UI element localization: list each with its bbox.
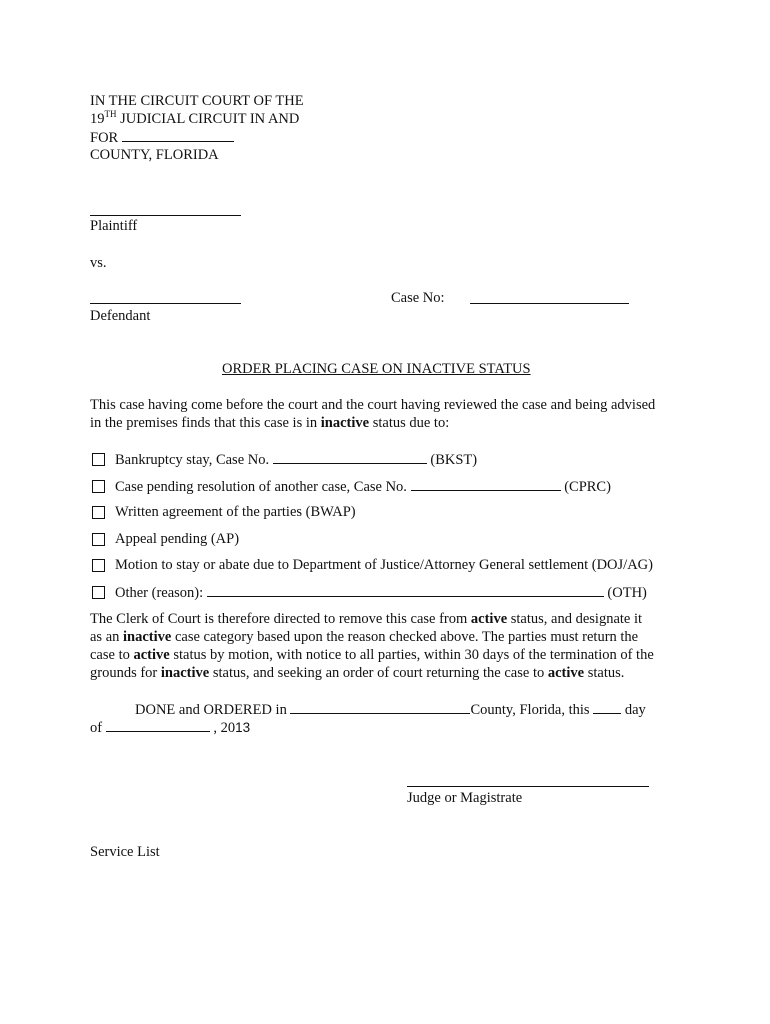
clerk-text: status, and seeking an order of court returning the case to (209, 665, 548, 681)
circuit-suffix: TH (104, 109, 117, 119)
bankruptcy-case-blank[interactable] (273, 451, 427, 464)
intro-line1: This case having come before the court and the court having reviewed the case and being advised (90, 397, 656, 413)
year-value: 13 (235, 720, 251, 735)
court-header-line2 (90, 111, 299, 129)
month-year-line (90, 719, 250, 738)
plaintiff-label: Plaintiff (90, 218, 138, 234)
option-code: (BKST) (426, 452, 478, 468)
circuit-text: JUDICIAL CIRCUIT IN AND (116, 111, 300, 127)
appeal-checkbox[interactable] (92, 533, 105, 546)
county-blank[interactable] (122, 129, 234, 142)
other-reason-blank[interactable] (207, 584, 604, 597)
vs-label: vs. (90, 255, 107, 271)
option-bankruptcy (115, 451, 477, 470)
defendant-label: Defendant (90, 308, 151, 324)
for-label: FOR (90, 130, 119, 146)
defendant-blank[interactable] (90, 303, 241, 304)
of-label: of (90, 720, 106, 736)
option-label: Other (reason): (115, 585, 207, 601)
done-text: DONE and ORDERED in (135, 702, 291, 718)
service-list-label: Service List (90, 844, 160, 860)
option-written-agreement: Written agreement of the parties (BWAP) (115, 504, 356, 520)
day-blank[interactable] (593, 701, 621, 714)
year-prefix: , 20 (209, 720, 236, 736)
order-title: ORDER PLACING CASE ON INACTIVE STATUS (222, 361, 531, 377)
active-bold: active (133, 647, 170, 663)
clerk-text: status, and designate it (507, 611, 643, 627)
clerk-line2 (90, 629, 638, 647)
written-agreement-checkbox[interactable] (92, 506, 105, 519)
judge-signature-line[interactable] (407, 786, 649, 787)
inactive-bold: inactive (320, 415, 370, 431)
pending-case-checkbox[interactable] (92, 480, 105, 493)
clerk-text: case to (90, 647, 134, 663)
pending-case-blank[interactable] (411, 478, 561, 491)
court-header-line3 (90, 129, 234, 148)
active-bold: active (470, 611, 508, 627)
clerk-line3 (90, 647, 654, 665)
option-label: Bankruptcy stay, Case No. (115, 452, 273, 468)
option-label: Case pending resolution of another case, Case No. (115, 479, 411, 495)
other-checkbox[interactable] (92, 586, 105, 599)
judge-label: Judge or Magistrate (407, 790, 523, 806)
month-blank[interactable] (106, 719, 210, 732)
inactive-bold: inactive (160, 665, 210, 681)
clerk-text: status. (584, 665, 625, 681)
option-code: (CPRC) (560, 479, 611, 495)
active-bold: active (547, 665, 585, 681)
intro-line2 (90, 415, 449, 433)
clerk-line4 (90, 665, 624, 683)
inactive-bold: inactive (123, 629, 172, 645)
court-header-line4: COUNTY, FLORIDA (90, 147, 219, 163)
option-other (115, 584, 647, 603)
county-ordered-blank[interactable] (290, 701, 470, 714)
done-ordered-line (135, 701, 646, 720)
clerk-text: status by motion, with notice to all parties, within 30 days of the termination of the (169, 647, 654, 663)
intro-text-end: status due to: (369, 415, 450, 431)
option-code: (OTH) (603, 585, 647, 601)
bankruptcy-checkbox[interactable] (92, 453, 105, 466)
clerk-text: The Clerk of Court is therefore directed to remove this case from (90, 611, 471, 627)
clerk-line1 (90, 611, 642, 629)
motion-stay-checkbox[interactable] (92, 559, 105, 572)
circuit-number: 19 (90, 111, 105, 127)
plaintiff-blank[interactable] (90, 215, 241, 216)
option-pending-case (115, 478, 611, 497)
option-motion-stay: Motion to stay or abate due to Department of Justice/Attorney General settlement (DOJ/AG) (115, 557, 653, 573)
case-no-label: Case No: (391, 290, 445, 306)
intro-text: in the premises finds that this case is in (90, 415, 321, 431)
court-header-line1: IN THE CIRCUIT COURT OF THE (90, 93, 304, 109)
day-label: day (621, 702, 646, 718)
case-no-blank[interactable] (470, 303, 629, 304)
option-appeal: Appeal pending (AP) (115, 531, 240, 547)
done-text: County, Florida, this (470, 702, 594, 718)
clerk-text: grounds for (90, 665, 161, 681)
clerk-text: case category based upon the reason checked above. The parties must return the (171, 629, 639, 645)
clerk-text: as an (90, 629, 124, 645)
